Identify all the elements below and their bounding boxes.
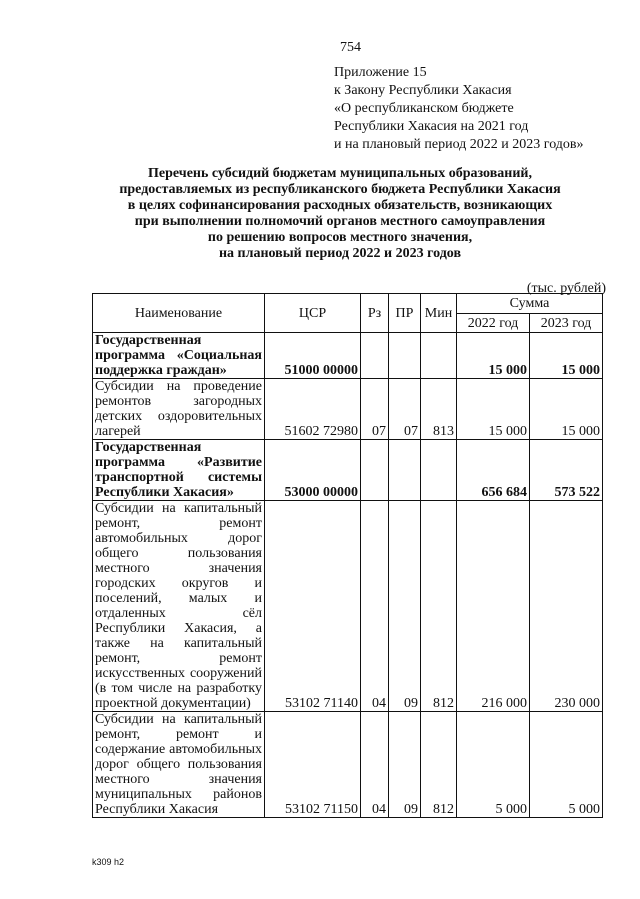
appendix-line: Республики Хакасия на 2021 год (334, 119, 529, 134)
cell-csr: 53102 71150 (265, 712, 361, 818)
appendix-note (334, 64, 584, 154)
header-min: Мин (421, 294, 457, 333)
subsidies-table (92, 293, 603, 818)
cell-name: Государственная программа «Социальная поддержка граждан» (93, 333, 265, 379)
header-2022: 2022 год (457, 314, 530, 333)
cell-pr (389, 440, 421, 501)
cell-y2022: 656 684 (457, 440, 530, 501)
cell-pr: 09 (389, 712, 421, 818)
cell-min: 812 (421, 712, 457, 818)
cell-csr: 51000 00000 (265, 333, 361, 379)
cell-csr: 53102 71140 (265, 501, 361, 712)
cell-pr (389, 333, 421, 379)
table-row (93, 333, 603, 379)
cell-csr: 51602 72980 (265, 379, 361, 440)
cell-rz: 04 (361, 501, 389, 712)
cell-name: Государственная программа «Развитие транспортной системы Республики Хакасия» (93, 440, 265, 501)
cell-min: 812 (421, 501, 457, 712)
document-title (80, 166, 600, 262)
header-sum: Сумма (457, 294, 603, 314)
title-line: по решению вопросов местного значения, (207, 230, 473, 245)
cell-y2023: 15 000 (530, 333, 603, 379)
title-line: на плановый период 2022 и 2023 годов (218, 246, 462, 261)
header-pr: ПР (389, 294, 421, 333)
cell-rz (361, 440, 389, 501)
cell-name: Субсидии на проведение ремонтов загородных детских оздоровительных лагерей (93, 379, 265, 440)
header-name: Наименование (93, 294, 265, 333)
appendix-line: и на плановый период 2022 и 2023 годов» (334, 137, 584, 152)
cell-rz: 04 (361, 712, 389, 818)
table-row (93, 379, 603, 440)
table-row (93, 712, 603, 818)
cell-y2023: 230 000 (530, 501, 603, 712)
appendix-line: к Закону Республики Хакасия (334, 83, 512, 98)
cell-y2022: 15 000 (457, 333, 530, 379)
cell-y2023: 573 522 (530, 440, 603, 501)
appendix-line: «О республиканском бюджете (334, 101, 514, 116)
table-row (93, 440, 603, 501)
header-2023: 2023 год (530, 314, 603, 333)
header-rz: Рз (361, 294, 389, 333)
title-line: предоставляемых из республиканского бюджета Республики Хакасия (119, 182, 561, 197)
cell-rz (361, 333, 389, 379)
table-row (93, 501, 603, 712)
cell-min (421, 440, 457, 501)
cell-min: 813 (421, 379, 457, 440)
page-number: 754 (340, 40, 361, 55)
appendix-line: Приложение 15 (334, 65, 427, 80)
cell-csr: 53000 00000 (265, 440, 361, 501)
title-line: Перечень субсидий бюджетам муниципальных образований, (148, 166, 532, 181)
cell-y2022: 216 000 (457, 501, 530, 712)
cell-name: Субсидии на капитальный ремонт, ремонт автомобильных дорог общего пользования местного значения городских округов и поселений, малых и отдаленных сёл Республики Хакасия, а также на капитальный ремонт, ремонт искусственных сооружений (в том числе на разработку проектной документации) (93, 501, 265, 712)
cell-y2023: 5 000 (530, 712, 603, 818)
title-line: в целях софинансирования расходных обязательств, возникающих (127, 198, 553, 213)
header-csr: ЦСР (265, 294, 361, 333)
cell-min (421, 333, 457, 379)
cell-rz: 07 (361, 379, 389, 440)
footer-code: k309 h2 (92, 857, 125, 867)
cell-pr: 07 (389, 379, 421, 440)
cell-y2022: 15 000 (457, 379, 530, 440)
cell-y2023: 15 000 (530, 379, 603, 440)
cell-y2022: 5 000 (457, 712, 530, 818)
units-label: (тыс. рублей) (526, 281, 606, 296)
cell-pr: 09 (389, 501, 421, 712)
cell-name: Субсидии на капитальный ремонт, ремонт и содержание автомобильных дорог общего пользования местного значения муниципальных районов Республики Хакасия (93, 712, 265, 818)
title-line: при выполнении полномочий органов местного самоуправления (134, 214, 546, 229)
